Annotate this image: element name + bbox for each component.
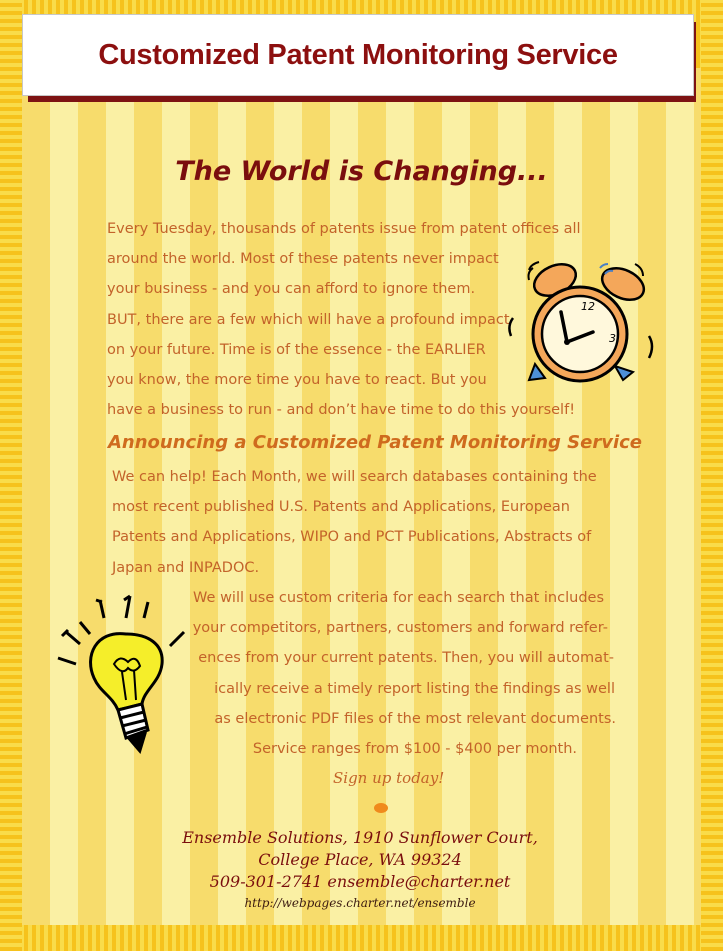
contact-city: College Place, WA 99324 xyxy=(258,850,462,869)
left-border xyxy=(0,0,22,951)
contact-phone-email[interactable]: 509-301-2741 ensemble@charter.net xyxy=(209,872,511,891)
intro-line: Every Tuesday, thousands of patents issue from patent offices all xyxy=(107,221,581,237)
page-title: Customized Patent Monitoring Service xyxy=(98,38,618,71)
intro-line: have a business to run - and don’t have time to do this yourself! xyxy=(107,402,576,419)
signup-callout: Sign up today! xyxy=(333,769,445,787)
criteria-line: ically receive a timely report listing the findings as well xyxy=(214,680,615,697)
clock-three-label: 3 xyxy=(609,332,616,345)
contact-company-address: Ensemble Solutions, 1910 Sunflower Court, xyxy=(182,828,538,847)
intro-line: on your future. Time is of the essence - the EARLIER xyxy=(107,341,486,358)
divider-bullet xyxy=(374,803,388,813)
headline: The World is Changing... xyxy=(175,156,548,187)
criteria-line: Service ranges from $100 - $400 per month. xyxy=(252,740,577,757)
criteria-line: as electronic PDF files of the most relevant documents. xyxy=(214,710,616,727)
alarm-clock-icon xyxy=(505,256,657,386)
light-bulb-icon xyxy=(56,592,191,757)
announcement-heading: Announcing a Customized Patent Monitoring Service xyxy=(108,432,643,453)
intro-line: your business - and you can afford to ignore them. xyxy=(107,281,476,298)
clock-twelve-label: 12 xyxy=(581,300,595,313)
service-line: most recent published U.S. Patents and Applications, European xyxy=(112,499,570,516)
service-line: We can help! Each Month, we will search databases containing the xyxy=(112,469,597,485)
title-banner xyxy=(22,14,694,96)
intro-line: BUT, there are a few which will have a profound impact xyxy=(107,311,510,328)
contact-website-link[interactable]: http://webpages.charter.net/ensemble xyxy=(244,896,476,910)
bottom-border xyxy=(0,925,723,951)
service-paragraph xyxy=(112,462,597,583)
intro-line: around the world. Most of these patents never impact xyxy=(107,251,499,268)
criteria-paragraph xyxy=(180,583,620,764)
right-border xyxy=(701,0,723,951)
service-line: Patents and Applications, WIPO and PCT Publications, Abstracts of xyxy=(112,529,592,546)
criteria-line: your competitors, partners, customers and forward refer- xyxy=(192,620,608,637)
service-line: Japan and INPADOC. xyxy=(112,559,260,576)
criteria-line: We will use custom criteria for each search that includes xyxy=(193,590,604,606)
intro-line: you know, the more time you have to react. But you xyxy=(107,371,487,388)
criteria-line: ences from your current patents. Then, you will automat- xyxy=(198,650,614,667)
